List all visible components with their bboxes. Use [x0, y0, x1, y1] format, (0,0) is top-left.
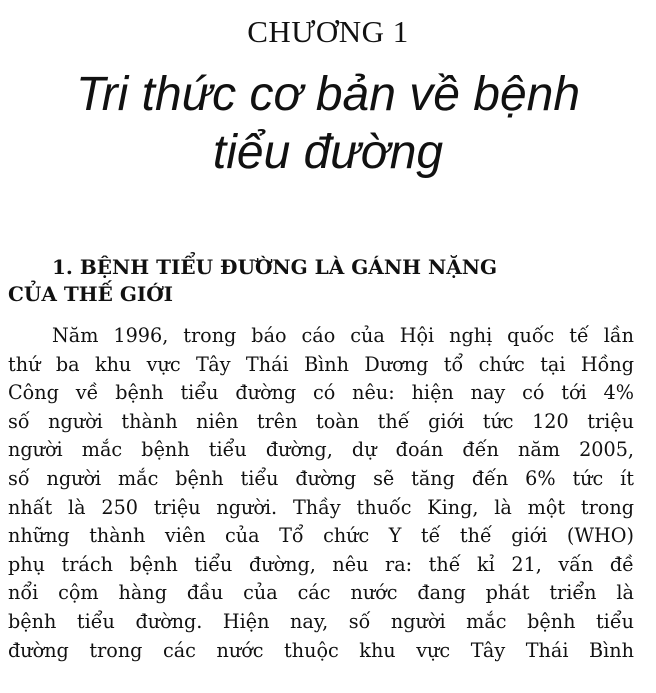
body-line: bệnh tiểu đường. Hiện nay, số người mắc bệnh tiểu — [8, 609, 634, 633]
chapter-title-line-1: Tri thức cơ bản về bệnh — [75, 68, 581, 121]
section-heading-text-1: 1. BỆNH TIỂU ĐƯỜNG LÀ GÁNH NẶNG — [52, 255, 498, 279]
body-line: nhất là 250 triệu người. Thầy thuốc King, là một trong — [8, 495, 634, 519]
body-line: Năm 1996, trong báo cáo của Hội nghị quốc tế lần — [52, 324, 634, 347]
body-line: phụ trách bệnh tiểu đường, nêu ra: thế kỉ 21, vấn đề — [8, 552, 634, 576]
chapter-title-line-2: tiểu đường — [212, 126, 444, 179]
body-line: thứ ba khu vực Tây Thái Bình Dương tổ chức tại Hồng — [8, 352, 634, 376]
body-line: người mắc bệnh tiểu đường, dự đoán đến năm 2005, — [8, 438, 634, 462]
body-line: Công về bệnh tiểu đường có nêu: hiện nay có tới 4% — [8, 381, 634, 405]
body-line: đường trong các nước thuộc khu vực Tây Thái Bình — [8, 638, 634, 662]
body-line: số người thành niên trên toàn thế giới tức 120 triệu — [8, 409, 634, 433]
body-line: nổi cộm hàng đầu của các nước đang phát triển là — [8, 581, 634, 605]
chapter-title — [0, 66, 656, 182]
section-heading — [8, 254, 638, 308]
chapter-label: CHƯƠNG 1 — [247, 14, 409, 49]
section-heading-line-2: CỦA THẾ GIỚI — [8, 282, 174, 306]
body-paragraph — [8, 322, 634, 665]
body-line: số người mắc bệnh tiểu đường sẽ tăng đến 6% tức ít — [8, 466, 634, 490]
body-line: những thành viên của Tổ chức Y tế thế giới (WHO) — [8, 524, 634, 548]
section-heading-line-1 — [8, 254, 638, 281]
